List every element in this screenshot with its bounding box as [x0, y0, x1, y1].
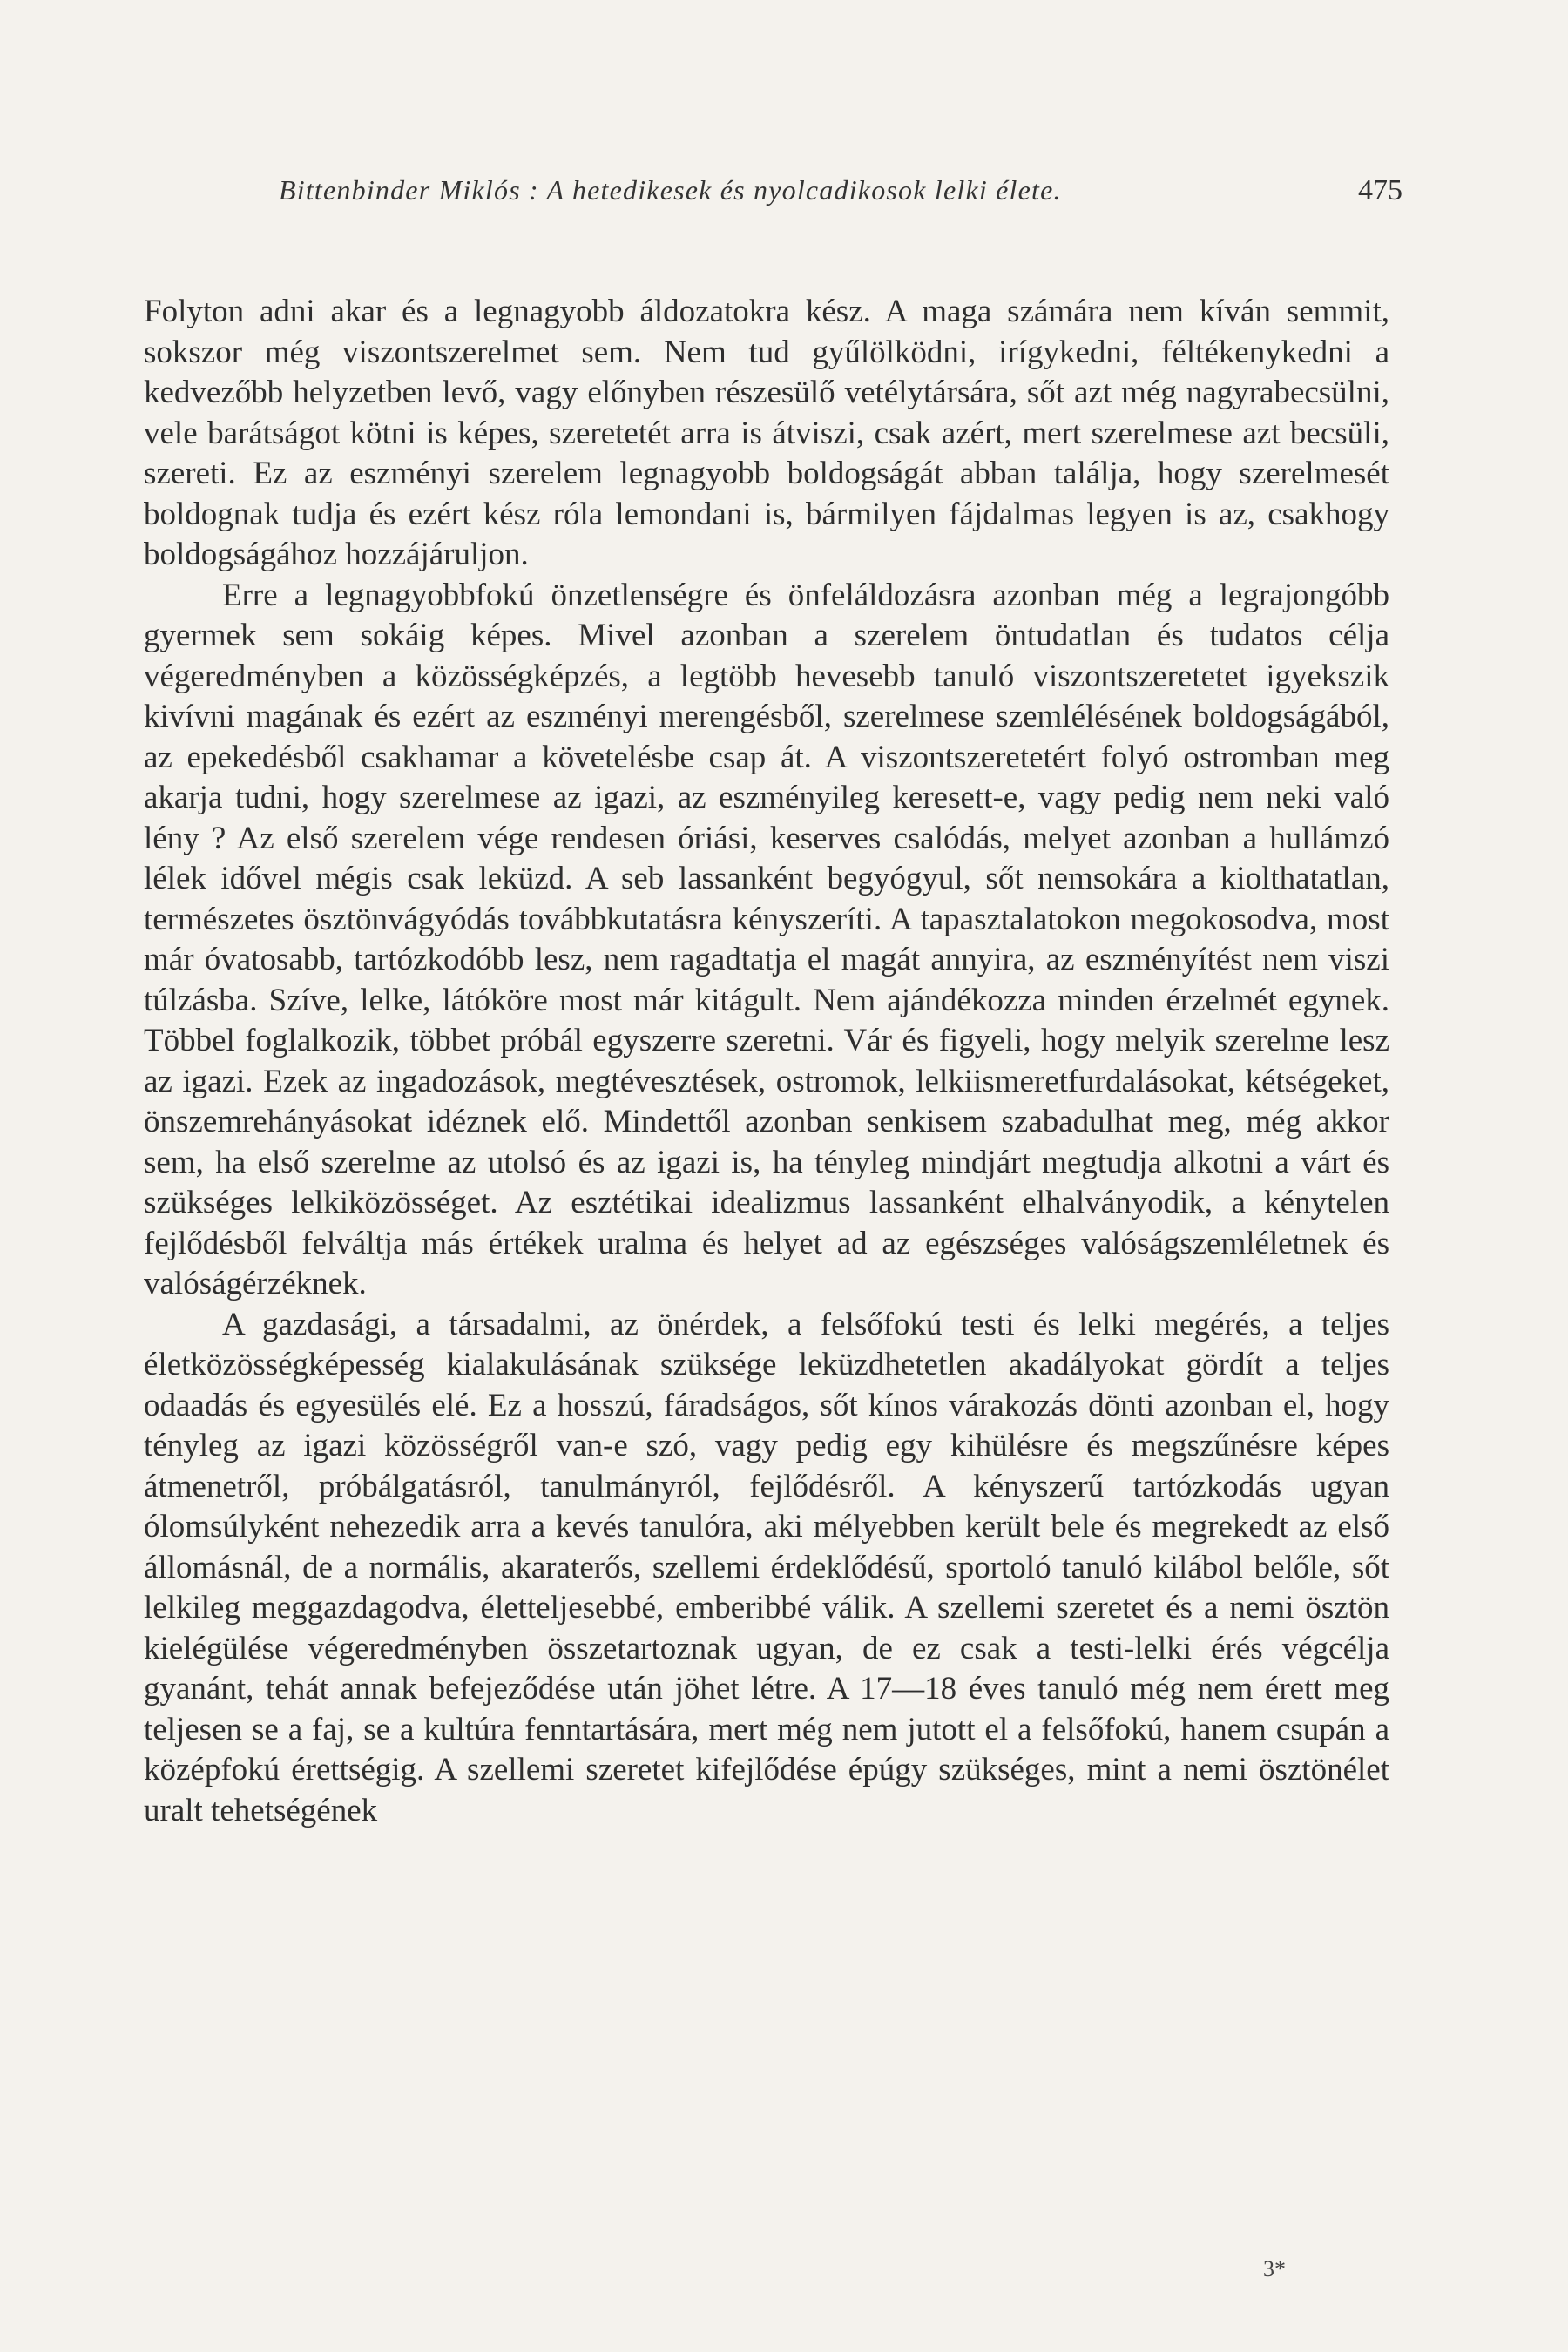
- running-header: [279, 174, 1402, 218]
- signature-mark: 3*: [1263, 2256, 1286, 2281]
- paragraph: Erre a legnagyobbfokú önzetlenségre és önfeláldozásra azonban még a legrajongóbb gyermek sem sokáig képes. Mivel azonban a szerelem öntudatlan és tudatos célja végeredményben a közösségképzés, a legtöbb hevesebb tanuló viszontszeretetet igyekszik kivívni magának és ezért az eszményi merengésből, szerelmese szemlélésének boldogságából, az epekedésből csakhamar a követelésbe csap át. A viszontszeretetért folyó ostromban meg akarja tudni, hogy szerelmese az igazi, az eszményileg keresett-e, vagy pedig nem neki való lény ? Az első szerelem vége rendesen óriási, keserves csalódás, melyet azonban a hullámzó lélek idővel mégis csak leküzd. A seb lassanként begyógyul, sőt nemsokára a kiolthatatlan, természetes ösztönvágyódás továbbkutatásra kényszeríti. A tapasztalatokon megokosodva, most már óvatosabb, tartózkodóbb lesz, nem ragadtatja el magát annyira, az eszményítést nem viszi túlzásba. Szíve, lelke, látóköre most már kitágult. Nem ajándékozza minden érzelmét egynek. Többel foglalkozik, többet próbál egyszerre szeretni. Vár és figyeli, hogy melyik szerelme lesz az igazi. Ezek az ingadozások, megtévesztések, ostromok, lelkiismeretfurdalásokat, kétségeket, önszemrehányásokat idéznek elő. Mindettől azonban senkisem szabadulhat meg, még akkor sem, ha első szerelme az utolsó és az igazi is, ha tényleg mindjárt megtudja alkotni a várt és szükséges lelkiközösséget. Az esztétikai idealizmus lassanként elhalványodik, a kénytelen fejlődésből felváltja más értékek uralma és helyet ad az egészséges valóságszemléletnek és valóságérzéknek.: [144, 577, 1389, 1301]
- body-text: [144, 292, 1389, 1831]
- header-title: Bittenbinder Miklós : A hetedikesek és nyolcadikosok lelki élete.: [279, 174, 1062, 206]
- paragraph: Folyton adni akar és a legnagyobb áldozatokra kész. A maga számára nem kíván semmit, sokszor még viszontszerelmet sem. Nem tud gyűlölködni, irígykedni, féltékenykedni a kedvezőbb helyzetben levő, vagy előnyben részesülő vetélytársára, sőt azt még nagyrabecsülni, vele barátságot kötni is képes, szeretetét arra is átviszi, csak azért, mert szerelmese azt becsüli, szereti. Ez az eszményi szerelem legnagyobb boldogságát abban találja, hogy szerelmesét boldognak tudja és ezért kész róla lemondani is, bármilyen fájdalmas legyen is az, csakhogy boldogságához hozzájáruljon.: [144, 294, 1389, 572]
- paragraph: A gazdasági, a társadalmi, az önérdek, a felsőfokú testi és lelki megérés, a teljes életközösségképesség kialakulásának szüksége leküzdhetetlen akadályokat gördít a teljes odaadás és egyesülés elé. Ez a hosszú, fáradságos, sőt kínos várakozás dönti azonban el, hogy tényleg az igazi közösségről van-e szó, vagy pedig egy kihülésre és megszűnésre képes átmenetről, próbálgatásról, tanulmányról, fejlődésről. A kényszerű tartózkodás ugyan ólomsúlyként nehezedik arra a kevés tanulóra, aki mélyebben került bele és megrekedt az első állomásnál, de a normális, akaraterős, szellemi érdeklődésű, sportoló tanuló kilábol belőle, sőt lelkileg meggazdagodva, életteljesebbé, emberibbé válik. A szellemi szeretet és a nemi ösztön kielégülése végeredményben összetartoznak ugyan, de ez csak a testi-lelki érés végcélja gyanánt, tehát annak befejeződése után jöhet létre. A 17—18 éves tanuló még nem érett meg teljesen se a faj, se a kultúra fenntartására, mert még nem jutott el a felsőfokú, hanem csupán a középfokú érettségig. A szellemi szeretet kifejlődése épúgy szükséges, mint a nemi ösztönélet uralt tehetségének: [144, 1306, 1389, 1828]
- page-number: 475: [1358, 174, 1402, 206]
